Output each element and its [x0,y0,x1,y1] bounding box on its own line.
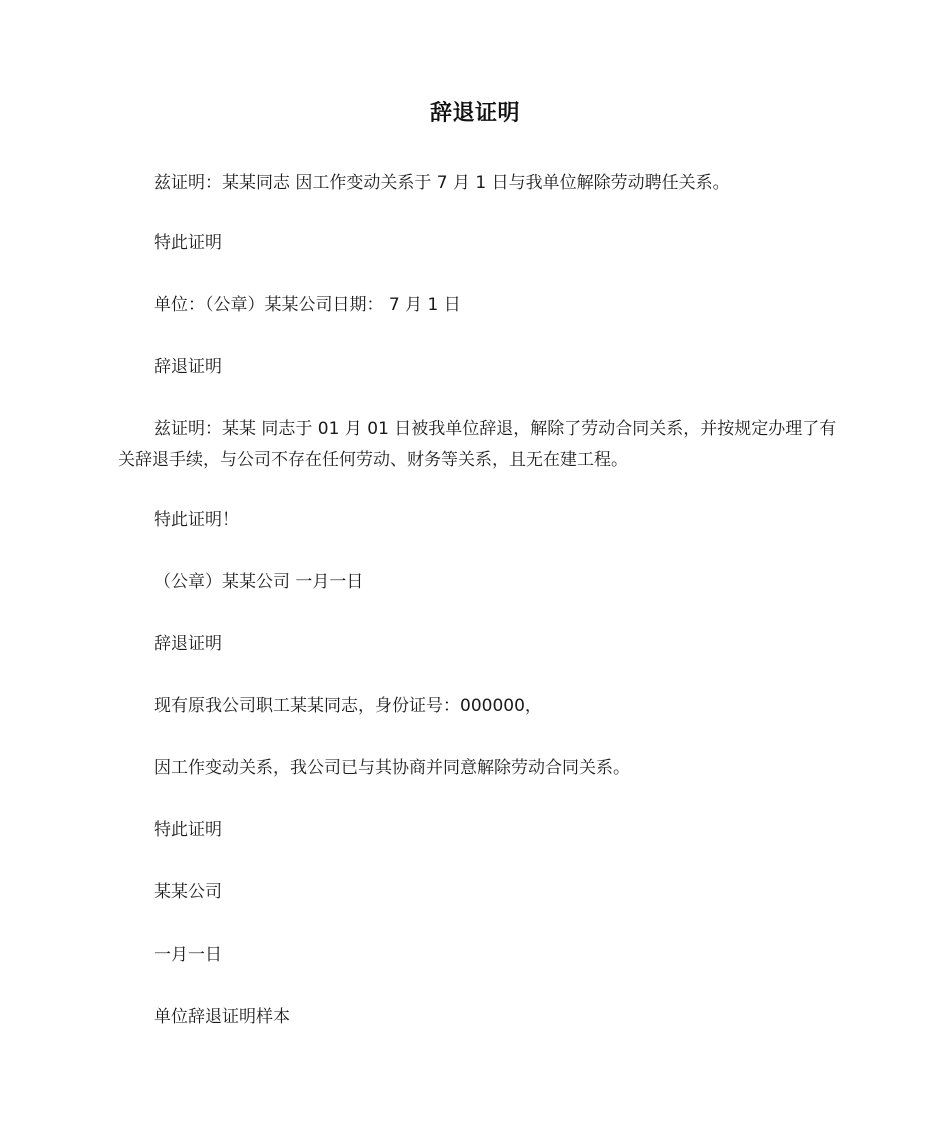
paragraph-unit-date: 单位：（公章）某某公司日期： 7 月 1 日 [154,295,461,315]
paragraph-hereby-2: 特此证明！ [154,510,239,530]
paragraph-company: 某某公司 [154,882,222,902]
paragraph-heading-2: 辞退证明 [154,357,222,377]
paragraph-termination: 因工作变动关系，我公司已与其协商并同意解除劳动合同关系。 [154,758,630,778]
paragraph-heading-3: 辞退证明 [154,634,222,654]
paragraph-hereby-1: 特此证明 [154,233,222,253]
paragraph-sample-heading: 单位辞退证明样本 [154,1007,290,1027]
paragraph-hereby-3: 特此证明 [154,820,222,840]
paragraph-employee-id: 现有原我公司职工某某同志，身份证号：000000， [154,696,542,716]
paragraph-date: 一月一日 [154,945,222,965]
paragraph-certify-2: 兹证明：某某 同志于 01 月 01 日被我单位辞退，解除了劳动合同关系，并按规定办理了有关辞退手续，与公司不存在任何劳动、财务等关系，且无在建工程。 [118,419,837,470]
paragraph-certify-1: 兹证明：某某同志 因工作变动关系于 7 月 1 日与我单位解除劳动聘任关系。 [154,173,730,193]
document-title: 辞退证明 [429,101,520,126]
paragraph-seal-date: （公章）某某公司 一月一日 [154,572,364,592]
